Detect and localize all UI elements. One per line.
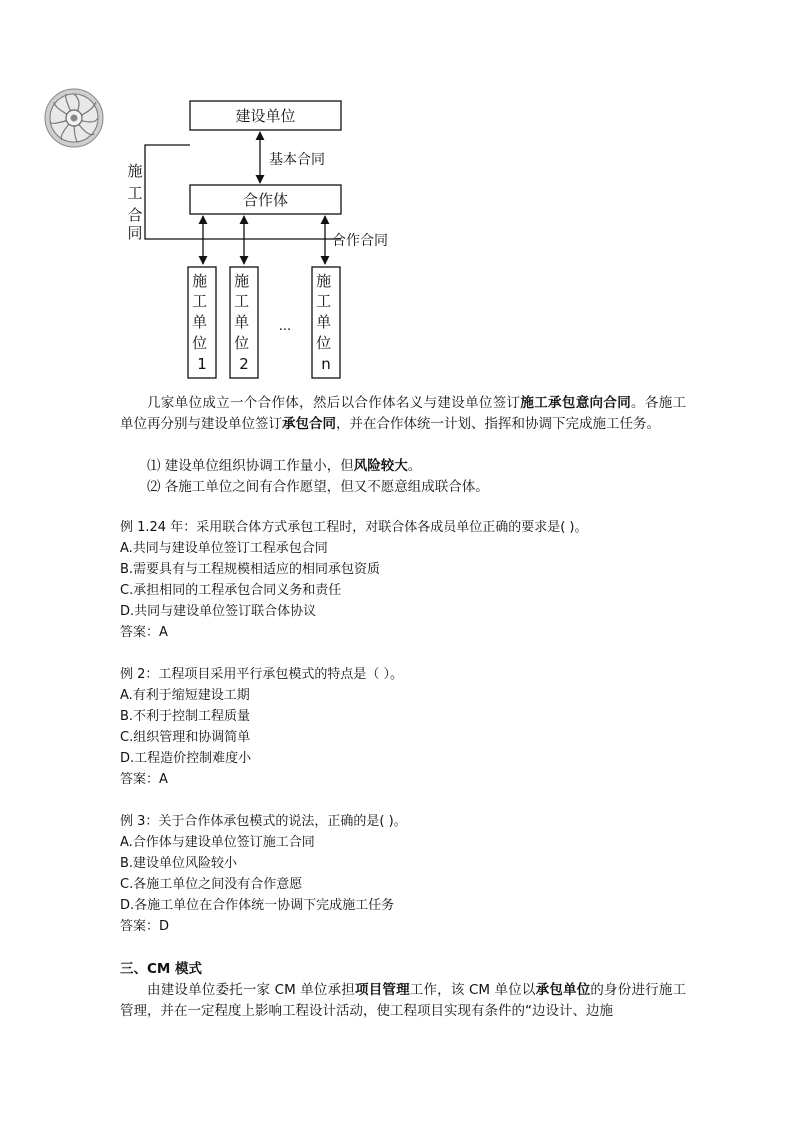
example-3-question: 例 3：关于合作体承包模式的说法，正确的是( )。 <box>120 814 407 829</box>
section-3-paragraph: 由建设单位委托一家 CM 单位承担项目管理工作，该 CM 单位以承包单位的身份进行施工管理，并在一定程度上影响工程设计活动，使工程项目实现有条件的“边设计、边施 <box>120 982 687 1019</box>
base-contract-label: 基本合同 <box>269 152 325 168</box>
unit-box-n <box>312 267 340 378</box>
svg-text:施 工 单 位: 施 工 单 位 n <box>316 272 332 373</box>
example-1-option-b: B.需要具有与工程规模相适应的相同承包资质 <box>120 562 381 577</box>
feature-item-1: ⑴ 建设单位组织协调工作量小，但风险较大。 <box>147 458 422 474</box>
example-3-answer: 答案：D <box>120 919 170 934</box>
unit-box-2 <box>230 267 258 378</box>
cooperation-contract-label: 合作合同 <box>332 233 388 249</box>
section-3-heading: 三、CM 模式 <box>120 961 203 977</box>
construction-contract-label: 施工合同 <box>127 162 143 242</box>
consortium-structure-diagram <box>110 90 430 390</box>
feature-item-2: ⑵ 各施工单位之间有合作愿望，但又不愿意组成联合体。 <box>147 479 489 495</box>
svg-text:施 工 单 位: 施 工 单 位 1 <box>192 272 208 373</box>
logo-seal-icon <box>44 88 104 148</box>
consortium-label: 合作体 <box>242 191 289 209</box>
example-2-question: 例 2：工程项目采用平行承包模式的特点是（ ）。 <box>120 667 404 682</box>
example-1-option-a: A.共同与建设单位签订工程承包合同 <box>120 541 328 556</box>
units-ellipsis: ... <box>278 319 292 334</box>
example-1-answer: 答案：A <box>120 625 168 640</box>
example-3-option-a: A.合作体与建设单位签订施工合同 <box>120 835 315 850</box>
example-3-option-d: D.各施工单位在合作体统一协调下完成施工任务 <box>120 898 395 913</box>
example-3-option-c: C.各施工单位之间没有合作意愿 <box>120 877 303 892</box>
example-2-option-d: D.工程造价控制难度小 <box>120 751 252 766</box>
svg-text:施 工 单 位: 施 工 单 位 2 <box>234 272 250 373</box>
example-1-question: 例 1.24 年：采用联合体方式承包工程时，对联合体各成员单位正确的要求是( )。 <box>120 520 588 535</box>
example-2-option-b: B.不利于控制工程质量 <box>120 709 251 724</box>
example-2-option-c: C.组织管理和协调简单 <box>120 730 251 745</box>
owner-label: 建设单位 <box>235 107 296 125</box>
example-3-option-b: B.建设单位风险较小 <box>120 856 238 871</box>
example-1-option-d: D.共同与建设单位签订联合体协议 <box>120 604 317 619</box>
intro-paragraph: 几家单位成立一个合作体，然后以合作体名义与建设单位签订施工承包意向合同。各施工单位再分别与建设单位签订承包合同，并在合作体统一计划、指挥和协调下完成施工任务。 <box>120 395 687 432</box>
example-2-option-a: A.有利于缩短建设工期 <box>120 688 250 703</box>
example-2-answer: 答案：A <box>120 772 168 787</box>
unit-box-1 <box>188 267 216 378</box>
example-1-option-c: C.承担相同的工程承包合同义务和责任 <box>120 583 342 598</box>
